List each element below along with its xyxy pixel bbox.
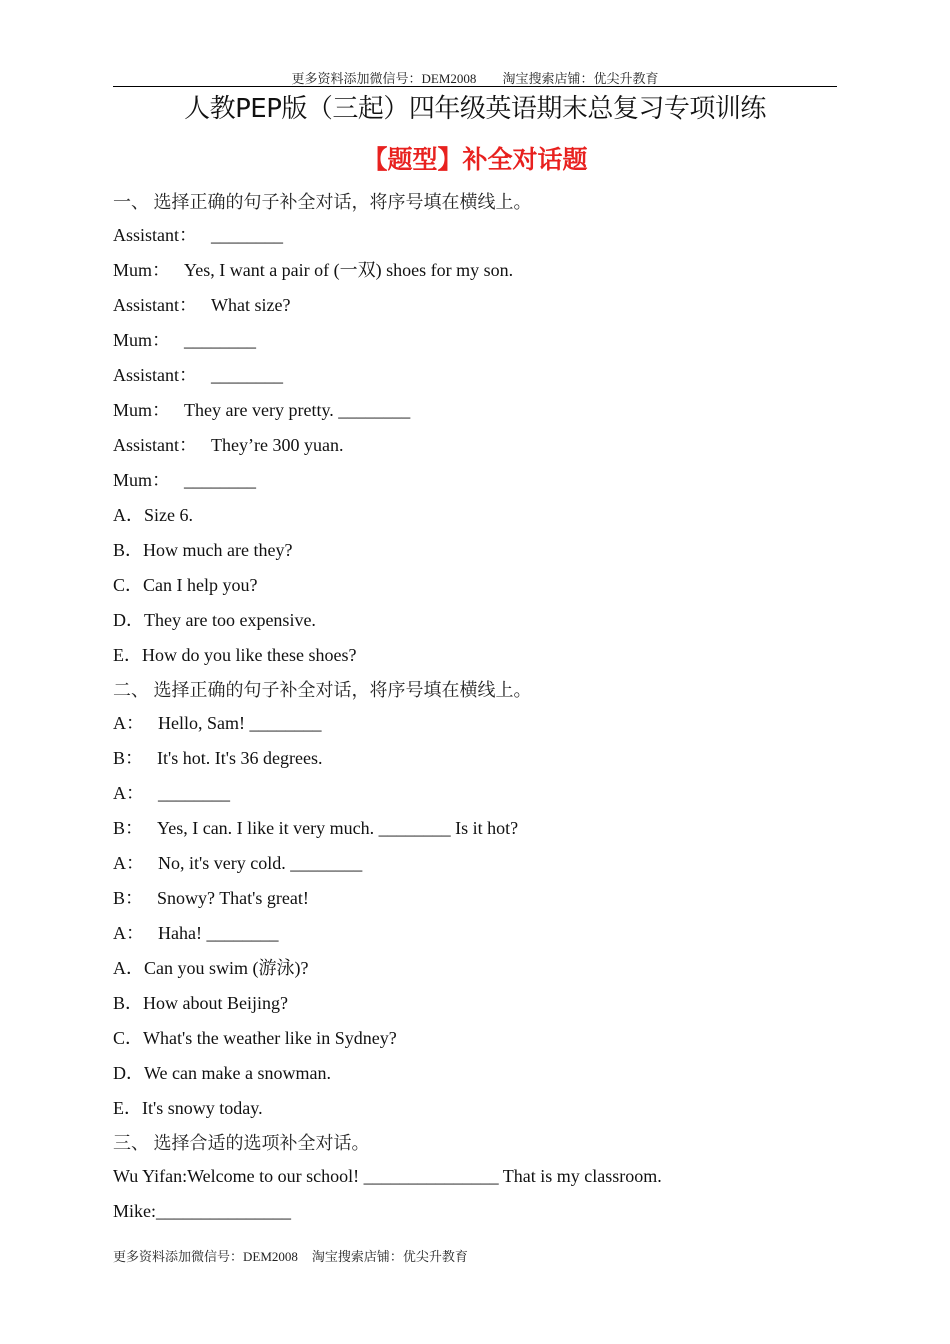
- option-item: [113, 641, 873, 676]
- dialogue-text: Snowy? That's great!: [157, 888, 309, 908]
- dialogue-line: [113, 919, 873, 954]
- header-rule: [113, 86, 837, 87]
- dialogue-text: Yes, I can. I like it very much. ________ Is it hot?: [157, 818, 519, 838]
- dialogue-line: [113, 884, 873, 919]
- dialogue-text: What size?: [211, 295, 291, 315]
- section-heading: 三、 选择合适的选项补全对话。: [113, 1133, 370, 1153]
- speaker: B：: [113, 888, 144, 908]
- option-text: We can make a snowman.: [144, 1063, 331, 1083]
- dialogue-text: No, it's very cold. ________: [158, 853, 363, 873]
- dialogue-line: [113, 361, 873, 396]
- speaker: Mum：: [113, 330, 171, 350]
- section-heading: 一、 选择正确的句子补全对话，将序号填在横线上。: [113, 192, 532, 212]
- speaker: Mum：: [113, 260, 171, 280]
- dialogue-line: [113, 326, 873, 361]
- option-letter: B．: [113, 540, 144, 560]
- option-letter: A．: [113, 505, 144, 525]
- dialogue-text: Haha! ________: [158, 923, 279, 943]
- dialogue-line: [113, 709, 873, 744]
- option-item: [113, 1059, 873, 1094]
- option-text: Size 6.: [144, 505, 193, 525]
- option-text: Can you swim (游泳)?: [144, 958, 309, 978]
- option-letter: B．: [113, 993, 144, 1013]
- dialogue-line: [113, 849, 873, 884]
- dialogue-text: ________: [211, 225, 284, 245]
- option-text: Can I help you?: [143, 575, 258, 595]
- dialogue-text: ________: [184, 330, 257, 350]
- header-shop-text: 淘宝搜索店铺：优尖升教育: [502, 71, 659, 86]
- option-text: How much are they?: [143, 540, 293, 560]
- option-text: What's the weather like in Sydney?: [143, 1028, 397, 1048]
- option-letter: D．: [113, 610, 144, 630]
- dialogue-text: Welcome to our school! _______________ That is my classroom.: [187, 1166, 662, 1186]
- dialogue-text: It's hot. It's 36 degrees.: [157, 748, 323, 768]
- dialogue-line: [113, 466, 873, 501]
- footer-shop-text: 淘宝搜索店铺：优尖升教育: [311, 1249, 468, 1264]
- speaker: Assistant：: [113, 225, 198, 245]
- speaker: B：: [113, 818, 144, 838]
- document-body: [113, 188, 873, 1232]
- option-item: [113, 571, 873, 606]
- speaker: Assistant：: [113, 365, 198, 385]
- page-footer: [113, 1246, 468, 1265]
- header-wechat-text: 更多资料添加微信号：DEM2008: [291, 71, 477, 86]
- speaker: A：: [113, 713, 144, 733]
- option-item: [113, 989, 873, 1024]
- speaker: A：: [113, 783, 144, 803]
- option-letter: C．: [113, 1028, 144, 1048]
- dialogue-text: ________: [184, 470, 257, 490]
- speaker: Assistant：: [113, 295, 198, 315]
- speaker: Wu Yifan:: [113, 1166, 188, 1186]
- dialogue-line: [113, 779, 873, 814]
- dialogue-line: [113, 291, 873, 326]
- option-text: How do you like these shoes?: [142, 645, 357, 665]
- dialogue-line: [113, 744, 873, 779]
- option-text: It's snowy today.: [142, 1098, 263, 1118]
- dialogue-line: [113, 431, 873, 466]
- page-title: 人教PEP版（三起）四年级英语期末总复习专项训练: [184, 94, 766, 124]
- footer-wechat-text: 更多资料添加微信号：DEM2008: [113, 1249, 298, 1264]
- speaker: Mum：: [113, 400, 171, 420]
- option-letter: D．: [113, 1063, 144, 1083]
- dialogue-text: ________: [158, 783, 230, 803]
- speaker: Mum：: [113, 470, 171, 490]
- dialogue-line: [113, 396, 873, 431]
- dialogue-text: _______________: [156, 1201, 291, 1221]
- dialogue-text: Yes, I want a pair of (一双) shoes for my son.: [184, 260, 514, 280]
- dialogue-text: They’re 300 yuan.: [211, 435, 344, 455]
- speaker: Assistant：: [113, 435, 198, 455]
- option-item: [113, 501, 873, 536]
- section-heading: 二、 选择正确的句子补全对话，将序号填在横线上。: [113, 680, 532, 700]
- option-letter: E．: [113, 645, 142, 665]
- speaker: Mike:: [113, 1201, 156, 1221]
- speaker: B：: [113, 748, 144, 768]
- option-letter: E．: [113, 1098, 142, 1118]
- page-header: [0, 68, 950, 87]
- dialogue-line: [113, 1162, 873, 1197]
- speaker: A：: [113, 923, 144, 943]
- dialogue-line: [113, 256, 873, 291]
- page-subtitle: 【题型】补全对话题: [362, 145, 588, 174]
- option-item: [113, 1024, 873, 1059]
- dialogue-text: Hello, Sam! ________: [158, 713, 322, 733]
- option-item: [113, 606, 873, 641]
- dialogue-text: They are very pretty. ________: [184, 400, 411, 420]
- dialogue-line: [113, 1197, 873, 1232]
- speaker: A：: [113, 853, 144, 873]
- dialogue-line: [113, 814, 873, 849]
- option-item: [113, 954, 873, 989]
- option-letter: A．: [113, 958, 144, 978]
- option-text: They are too expensive.: [144, 610, 316, 630]
- option-item: [113, 536, 873, 571]
- option-text: How about Beijing?: [143, 993, 288, 1013]
- option-letter: C．: [113, 575, 144, 595]
- option-item: [113, 1094, 873, 1129]
- dialogue-text: ________: [211, 365, 284, 385]
- dialogue-line: [113, 221, 873, 256]
